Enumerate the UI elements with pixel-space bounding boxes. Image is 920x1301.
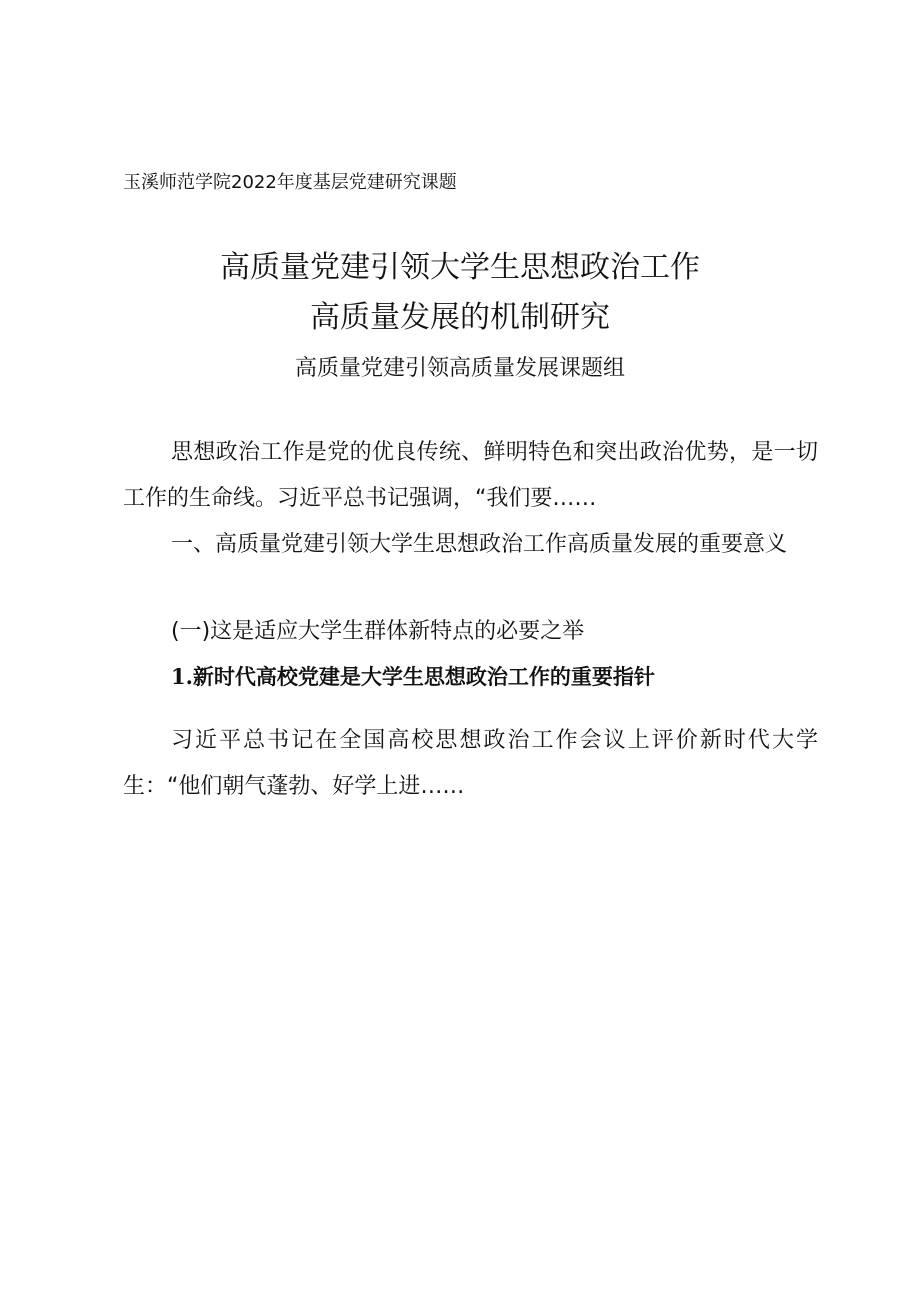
project-header: 玉溪师范学院2022年度基层党建研究课题: [123, 172, 457, 193]
point-heading-1: 1.新时代高校党建是大学生思想政治工作的重要指针: [171, 664, 655, 689]
section-heading-1: 一、高质量党建引领大学生思想政治工作高质量发展的重要意义: [171, 532, 788, 557]
document-title-line-2: 高质量发展的机制研究: [310, 300, 610, 335]
document-title-line-1: 高质量党建引领大学生思想政治工作: [220, 250, 700, 285]
body-paragraph: 习近平总书记在全国高校思想政治工作会议上评价新时代大学生：“他们朝气蓬勃、好学上进……: [123, 728, 818, 799]
intro-paragraph: 思想政治工作是党的优良传统、鲜明特色和突出政治优势，是一切工作的生命线。习近平总书记强调，“我们要……: [123, 440, 818, 511]
subsection-heading-1: (一)这是适应大学生群体新特点的必要之举: [171, 619, 585, 644]
author-group: 高质量党建引领高质量发展课题组: [294, 356, 625, 381]
